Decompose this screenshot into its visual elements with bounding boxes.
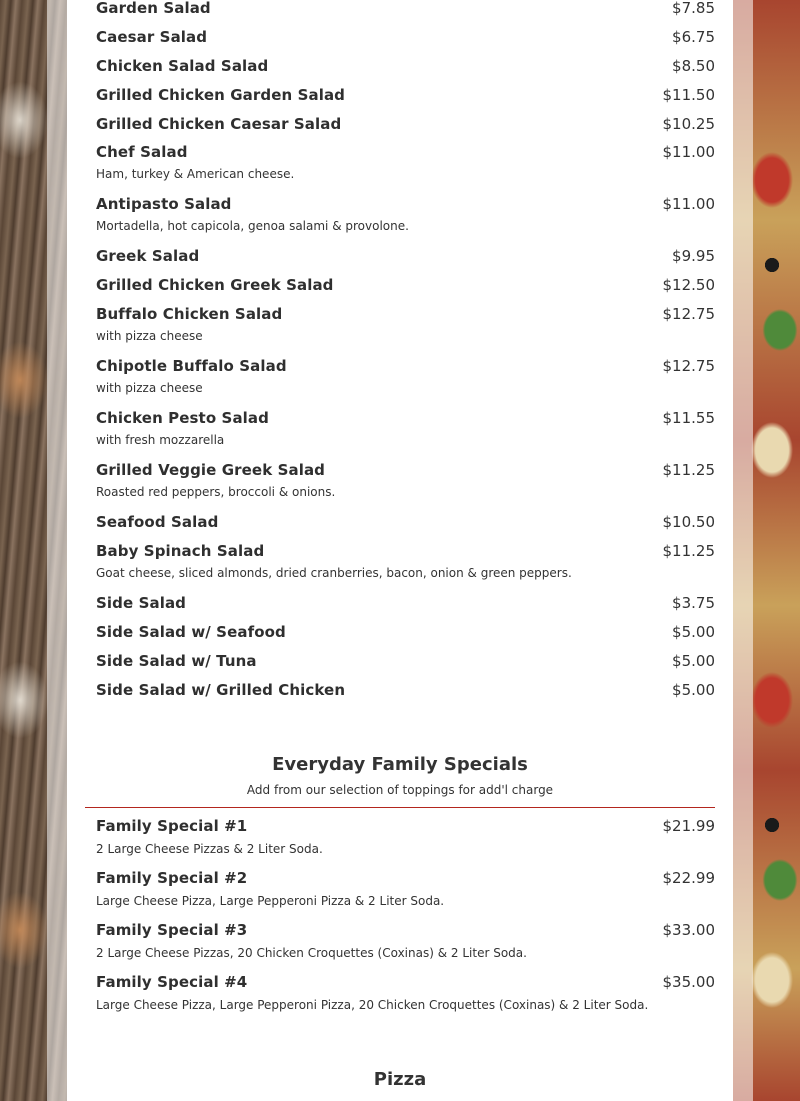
family-specials-header	[85, 754, 715, 797]
menu-item	[96, 624, 715, 653]
menu-item	[96, 595, 715, 624]
item-name: Grilled Chicken Caesar Salad	[96, 114, 342, 133]
menu-item	[96, 869, 715, 921]
item-price: $11.25	[662, 542, 715, 561]
menu-item	[96, 817, 715, 869]
item-price: $33.00	[662, 921, 715, 939]
item-description: with pizza cheese	[96, 329, 203, 344]
item-name: Side Salad w/ Tuna	[96, 651, 257, 670]
menu-item	[96, 410, 715, 462]
item-description: Mortadella, hot capicola, genoa salami & provolone.	[96, 219, 409, 234]
item-name: Family Special #1	[96, 817, 248, 835]
item-name: Chicken Pesto Salad	[96, 409, 269, 428]
item-name: Side Salad w/ Grilled Chicken	[96, 680, 346, 699]
salad-list	[96, 0, 715, 711]
item-description: Roasted red peppers, broccoli & onions.	[96, 485, 336, 500]
item-description: Large Cheese Pizza, Large Pepperoni Pizza, 20 Chicken Croquettes (Coxinas) & 2 Liter Soda.	[96, 998, 649, 1012]
item-name: Antipasto Salad	[96, 195, 232, 214]
item-price: $5.00	[672, 680, 715, 699]
item-price: $12.75	[662, 305, 715, 324]
item-price: $7.85	[672, 0, 715, 17]
family-specials-list	[96, 817, 715, 1025]
item-name: Chicken Salad Salad	[96, 56, 269, 75]
item-name: Garden Salad	[96, 0, 211, 17]
item-price: $6.75	[672, 27, 715, 46]
item-name: Side Salad w/ Seafood	[96, 623, 286, 642]
section-subtitle: Add from our selection of toppings for add'l charge	[246, 783, 554, 797]
menu-item	[96, 0, 715, 29]
menu-item	[96, 921, 715, 973]
item-price: $11.25	[662, 461, 715, 480]
menu-item	[96, 116, 715, 145]
item-description: Goat cheese, sliced almonds, dried cranberries, bacon, onion & green peppers.	[96, 566, 572, 581]
item-description: Large Cheese Pizza, Large Pepperoni Pizza & 2 Liter Soda.	[96, 894, 445, 908]
item-name: Family Special #2	[96, 869, 248, 887]
item-name: Family Special #4	[96, 973, 248, 991]
item-price: $8.50	[672, 56, 715, 75]
menu-item	[96, 462, 715, 514]
item-price: $10.25	[662, 114, 715, 133]
item-description: 2 Large Cheese Pizzas & 2 Liter Soda.	[96, 842, 323, 856]
pizza-header	[85, 1069, 715, 1090]
item-price: $12.50	[662, 276, 715, 295]
item-price: $11.00	[662, 143, 715, 162]
item-price: $11.55	[662, 409, 715, 428]
menu-item	[96, 514, 715, 543]
item-name: Chipotle Buffalo Salad	[96, 357, 287, 376]
section-divider	[85, 807, 715, 808]
item-price: $5.00	[672, 623, 715, 642]
menu-item	[96, 682, 715, 711]
item-price: $10.50	[662, 513, 715, 532]
item-price: $22.99	[662, 869, 715, 887]
item-name: Seafood Salad	[96, 513, 219, 532]
menu-item	[96, 248, 715, 277]
item-name: Grilled Chicken Garden Salad	[96, 85, 346, 104]
menu-item	[96, 29, 715, 58]
item-description: with fresh mozzarella	[96, 433, 225, 448]
item-name: Grilled Veggie Greek Salad	[96, 461, 326, 480]
item-name: Caesar Salad	[96, 27, 208, 46]
item-name: Buffalo Chicken Salad	[96, 305, 283, 324]
menu-item	[96, 277, 715, 306]
item-price: $3.75	[672, 594, 715, 613]
section-title: Everyday Family Specials	[272, 754, 528, 775]
menu-item	[96, 306, 715, 358]
item-price: $9.95	[672, 247, 715, 266]
menu-item	[96, 58, 715, 87]
menu-item	[96, 87, 715, 116]
item-name: Side Salad	[96, 594, 187, 613]
item-name: Family Special #3	[96, 921, 248, 939]
menu-item	[96, 196, 715, 248]
menu-item	[96, 358, 715, 410]
item-name: Chef Salad	[96, 143, 188, 162]
item-price: $35.00	[662, 973, 715, 991]
item-name: Greek Salad	[96, 247, 200, 266]
item-name: Baby Spinach Salad	[96, 542, 265, 561]
menu-item	[96, 653, 715, 682]
menu-item	[96, 973, 715, 1025]
menu-item	[96, 543, 715, 595]
item-description: with pizza cheese	[96, 381, 203, 396]
item-description: Ham, turkey & American cheese.	[96, 167, 295, 182]
item-price: $5.00	[672, 651, 715, 670]
item-description: 2 Large Cheese Pizzas, 20 Chicken Croquettes (Coxinas) & 2 Liter Soda.	[96, 946, 527, 960]
item-price: $11.50	[662, 85, 715, 104]
item-name: Grilled Chicken Greek Salad	[96, 276, 334, 295]
section-title: Pizza	[373, 1069, 427, 1090]
item-price: $12.75	[662, 357, 715, 376]
item-price: $11.00	[662, 195, 715, 214]
menu-item	[96, 144, 715, 196]
item-price: $21.99	[662, 817, 715, 835]
